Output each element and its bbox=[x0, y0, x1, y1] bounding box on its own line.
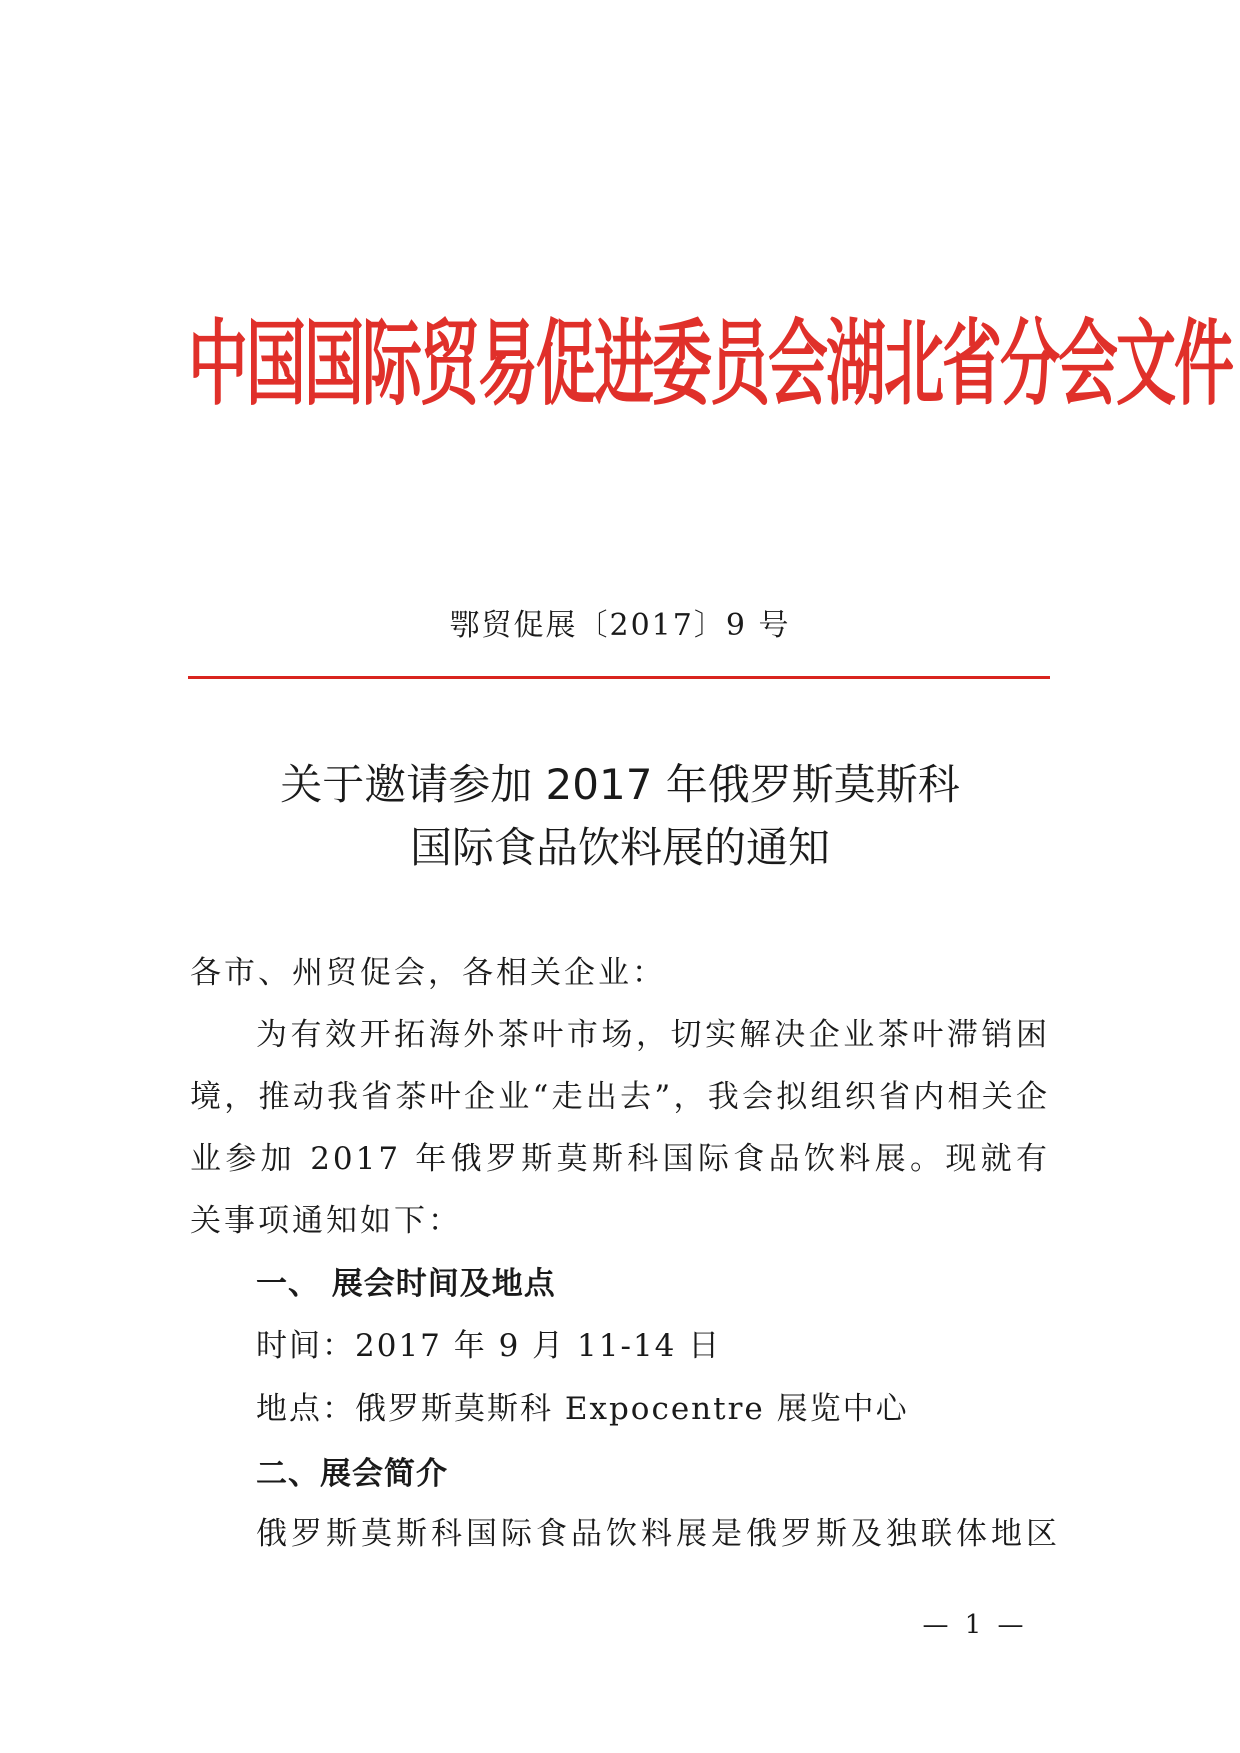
header-divider bbox=[188, 676, 1050, 679]
introduction-paragraph: 俄罗斯莫斯科国际食品饮料展是俄罗斯及独联体地区 bbox=[256, 1516, 1061, 1552]
document-header-title: 中国国际贸易促进委员会湖北省分会文件 bbox=[188, 310, 1232, 419]
notice-title-line-1: 关于邀请参加 2017 年俄罗斯莫斯科 bbox=[280, 760, 960, 809]
notice-title-line-2: 国际食品饮料展的通知 bbox=[409, 823, 830, 872]
section-heading-time-place: 一、 展会时间及地点 bbox=[256, 1266, 556, 1302]
page-number: — 1 — bbox=[922, 1610, 1028, 1640]
exhibition-time: 时间：2017 年 9 月 11-14 日 bbox=[256, 1328, 722, 1364]
section-heading-introduction: 二、展会简介 bbox=[256, 1456, 448, 1492]
document-number: 鄂贸促展〔2017〕9 号 bbox=[449, 608, 791, 643]
intro-paragraph: 为有效开拓海外茶叶市场，切实解决企业茶叶滞销困境，推动我省茶叶企业“走出去”，我会拟组织省内相关企业参加 2017 年俄罗斯莫斯科国际食品饮料展。现就有关事项通知如下： bbox=[190, 1017, 1050, 1239]
exhibition-place: 地点：俄罗斯莫斯科 Expocentre 展览中心 bbox=[256, 1391, 909, 1427]
greeting: 各市、州贸促会，各相关企业： bbox=[190, 955, 666, 991]
